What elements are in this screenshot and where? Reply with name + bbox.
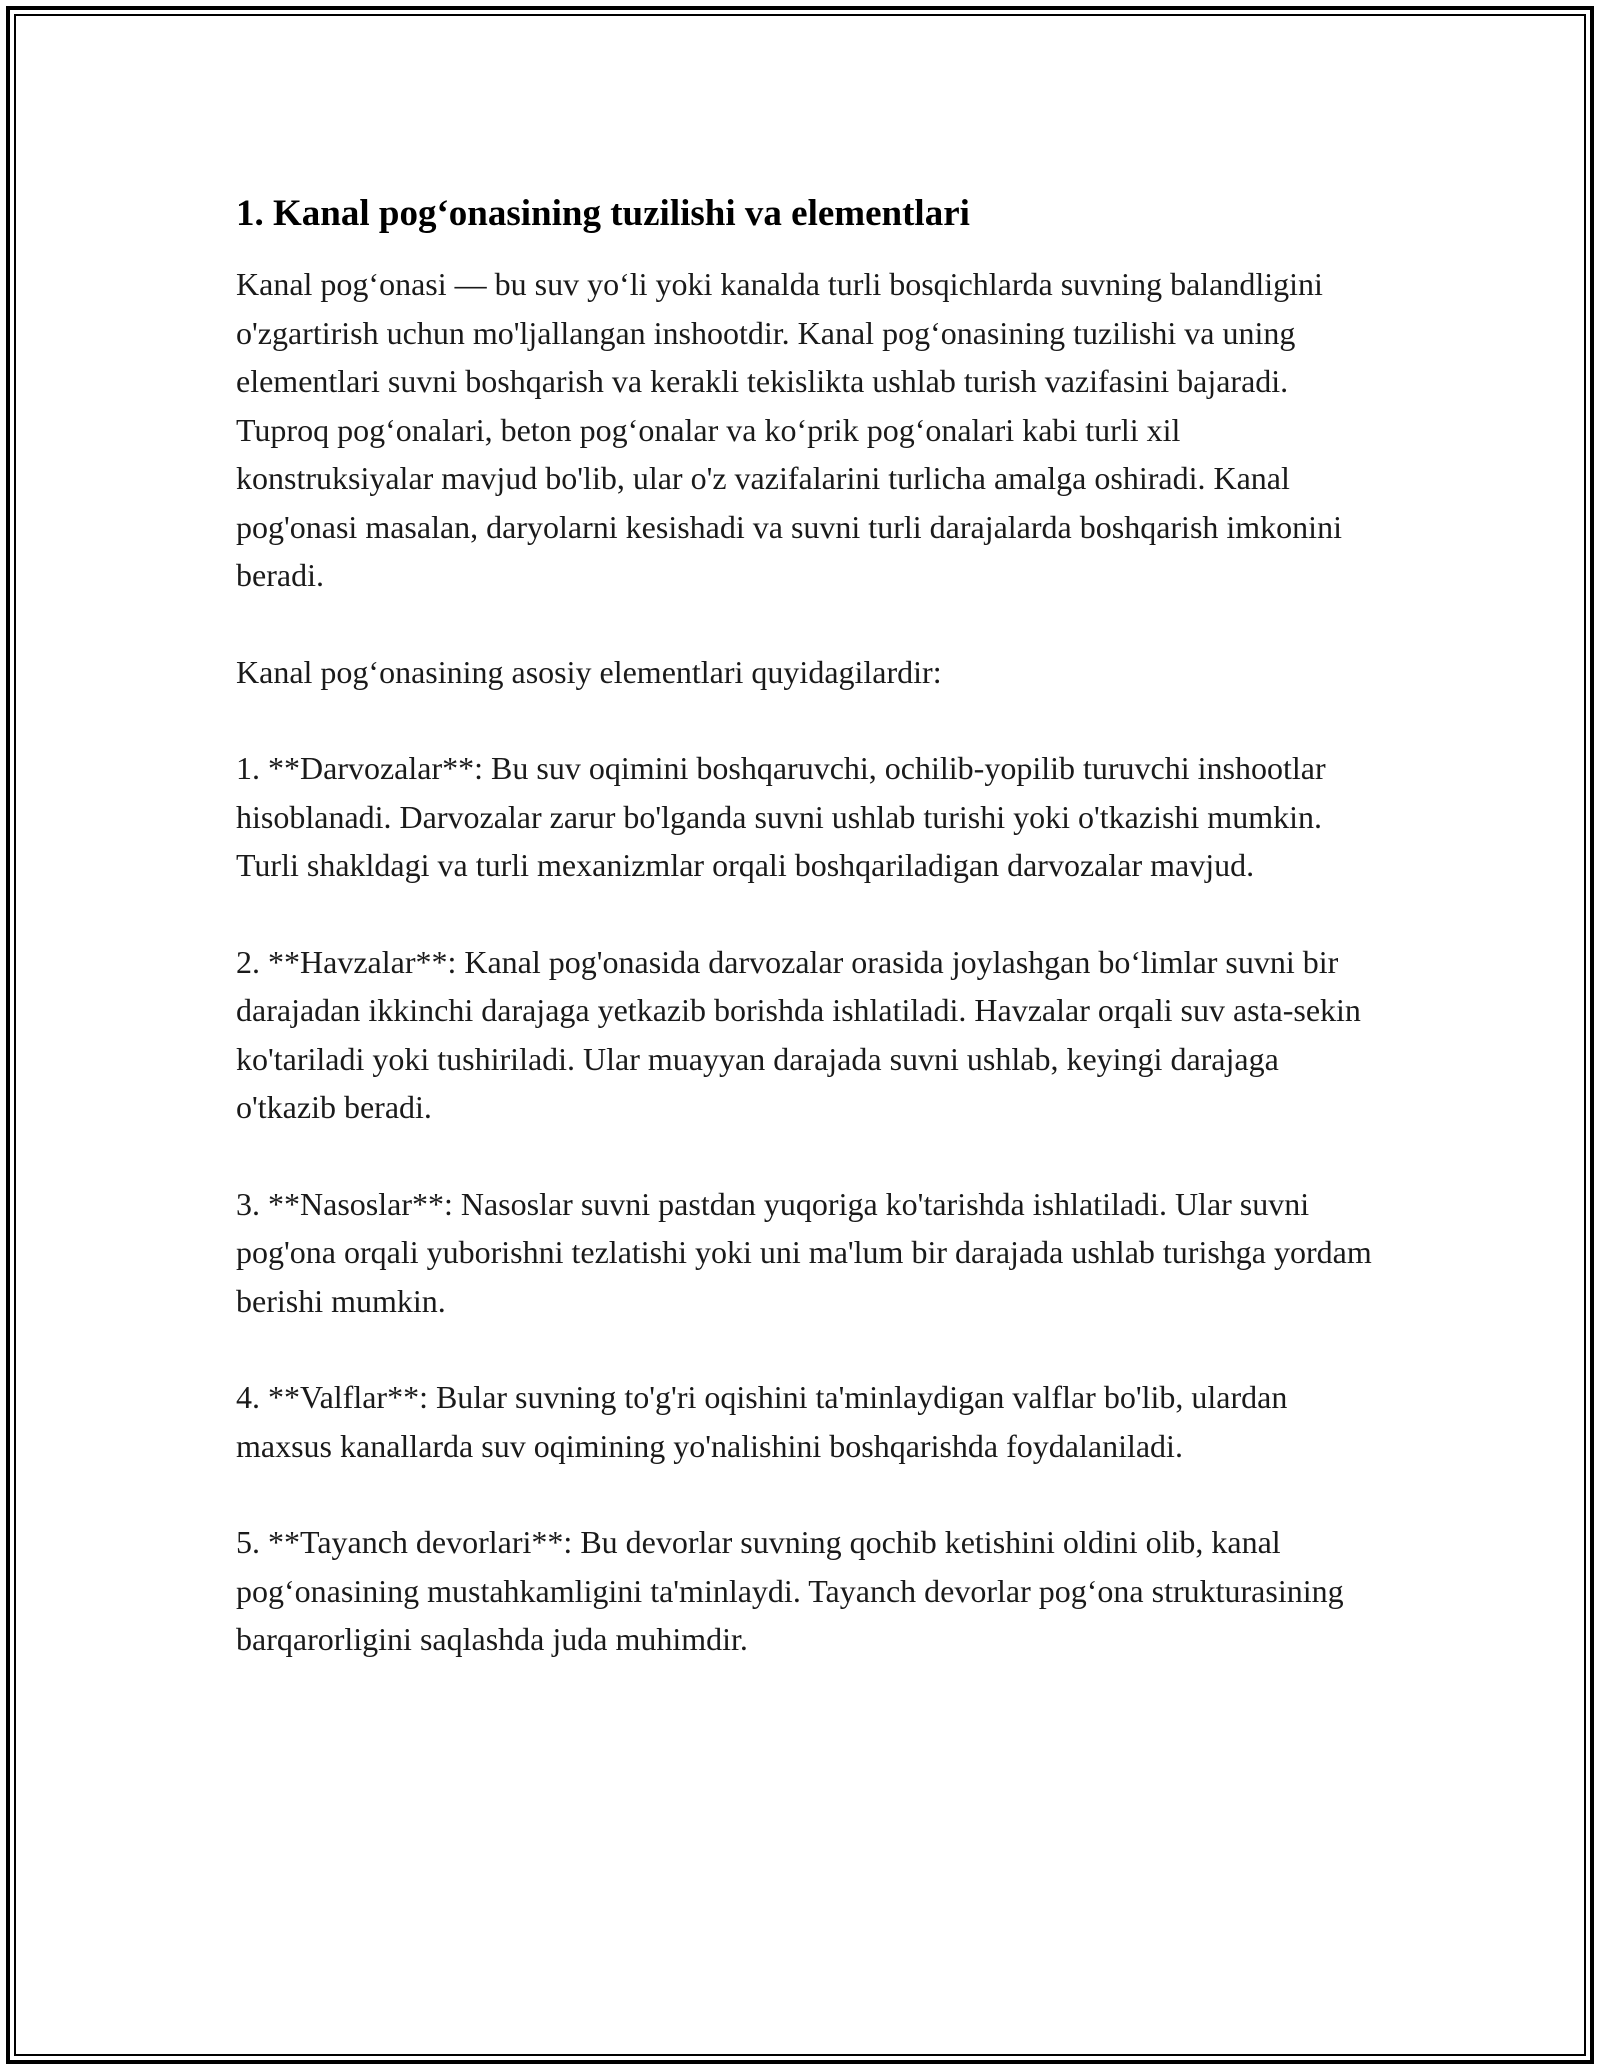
document-body	[236, 186, 1376, 1712]
list-item-havzalar: 2. **Havzalar**: Kanal pog'onasida darvozalar orasida joylashgan bo‘limlar suvni bir darajadan ikkinchi darajaga yetkazib borishda ishlatiladi. Havzalar orqali suv asta-sekin ko'tariladi yoki tushiriladi. Ular muayyan darajada suvni ushlab, keyingi darajaga o'tkazib beradi.	[236, 943, 1361, 1125]
intro-paragraph: Kanal pog‘onasi — bu suv yo‘li yoki kanalda turli bosqichlarda suvning balandligini o'zgartirish uchun mo'ljallangan inshootdir. Kanal pog‘onasining tuzilishi va uning elementlari suvni boshqarish va kerakli tekislikta ushlab turish vazifasini bajaradi. Tuproq pog‘onalari, beton pog‘onalar va ko‘prik pog‘onalari kabi turli xil konstruksiyalar mavjud bo'lib, ular o'z vazifalarini turlicha amalga oshiradi. Kanal pog'onasi masalan, daryolarni kesishadi va suvni turli darajalarda boshqarish imkonini beradi.	[236, 266, 1342, 593]
list-item-darvozalar: 1. **Darvozalar**: Bu suv oqimini boshqaruvchi, ochilib-yopilib turuvchi inshootlar hisoblanadi. Darvozalar zarur bo'lganda suvni ushlab turishi yoki o'tkazishi mumkin. Turli shakldagi va turli mexanizmlar orqali boshqariladigan darvozalar mavjud.	[236, 750, 1326, 883]
list-item-nasoslar: 3. **Nasoslar**: Nasoslar suvni pastdan yuqoriga ko'tarishda ishlatiladi. Ular suvni pog'ona orqali yuborishni tezlatishi yoki uni ma'lum bir darajada ushlab turishga yordam berishi mumkin.	[236, 1185, 1372, 1319]
list-item-tayanch-devorlari: 5. **Tayanch devorlari**: Bu devorlar suvning qochib ketishini oldini olib, kanal pog‘onasining mustahkamligini ta'minlaydi. Tayanch devorlar pog‘ona strukturasining barqarorligini saqlashda juda muhimdir.	[236, 1524, 1344, 1657]
elements-intro-paragraph: Kanal pog‘onasining asosiy elementlari quyidagilardir:	[236, 653, 942, 690]
list-item-valflar: 4. **Valflar**: Bular suvning to'g'ri oqishini ta'minlaydigan valflar bo'lib, ulardan maxsus kanallarda suv oqimining yo'nalishini boshqarishda foydalaniladi.	[236, 1379, 1288, 1464]
section-heading: 1. Kanal pog‘onasining tuzilishi va elementlari	[236, 193, 970, 234]
